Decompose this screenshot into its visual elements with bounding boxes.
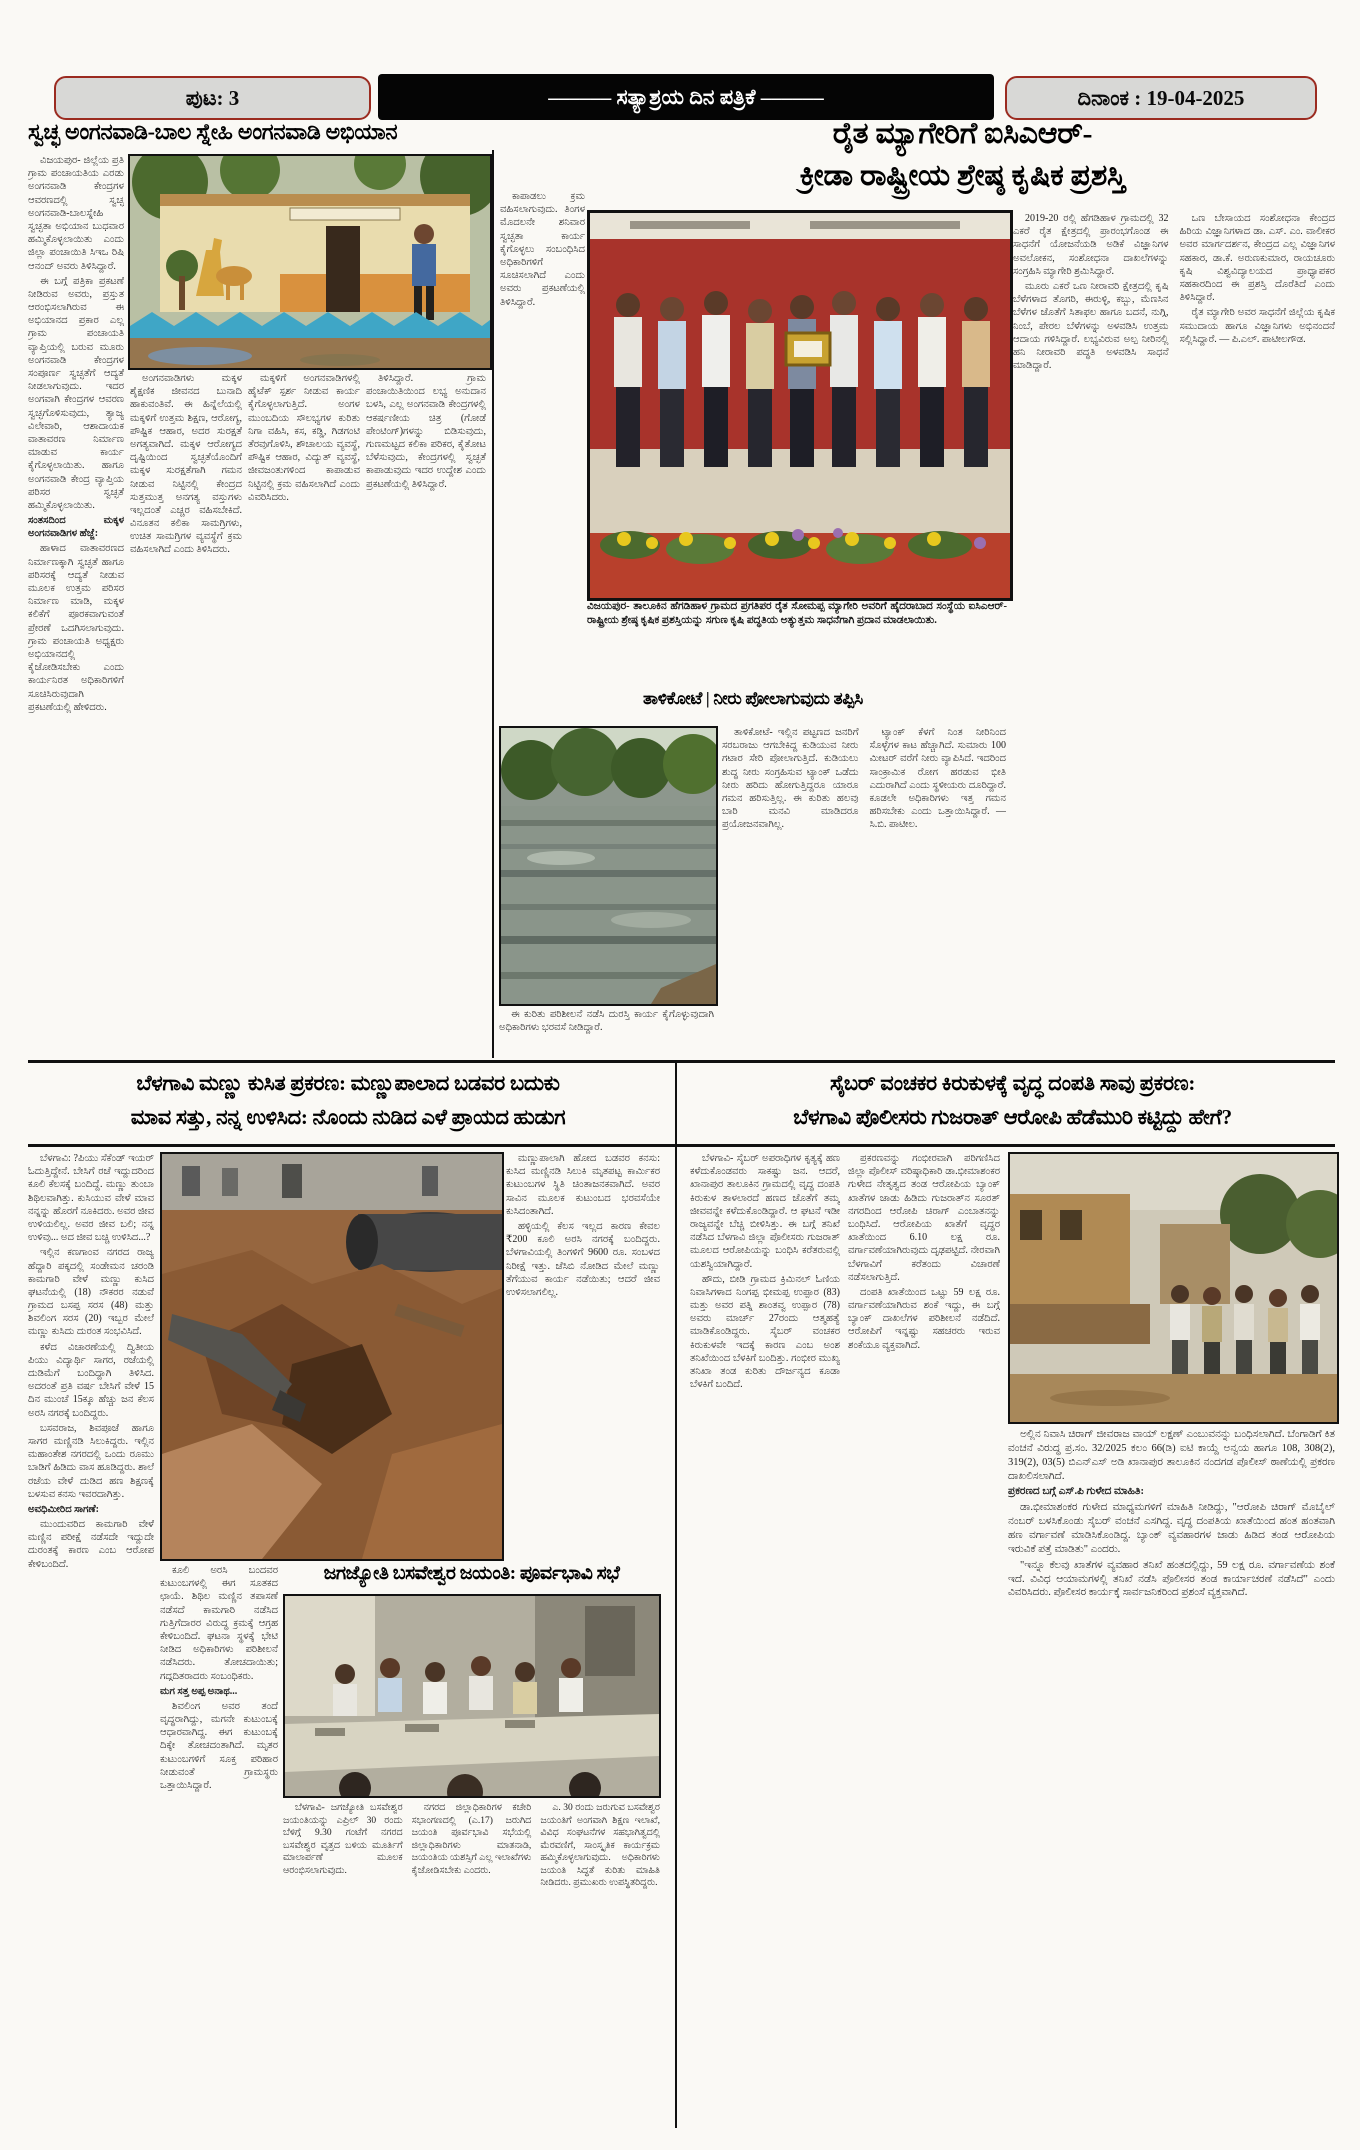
body-paragraph: ಬೆಳಗಾವಿ- ಸೈಬರ್ ಅಪರಾಧಿಗಳ ಕೃತ್ಯಕ್ಕೆ ಹಣ ಕಳೆದುಕೊಂಡವರು ಸಾಕಷ್ಟು ಜನ. ಆದರೆ, ಖಾನಾಪುರ ತಾಲೂಕಿನ ಗ್ರಾಮದಲ್ಲಿ ವೃದ್ಧ ದಂಪತಿ ಕಿರುಕುಳ ತಾಳಲಾರದೆ ಹಣದ ಜೊತೆಗೆ ತಮ್ಮ ಜೀವವನ್ನೇ ಕಳೆದುಕೊಂಡಿದ್ದಾರೆ. ಆ ಘಟನೆ ಇಡೀ ರಾಜ್ಯವನ್ನೇ ಬೆಚ್ಚಿ ಬೀಳಿಸಿತ್ತು. ಈ ಬಗ್ಗೆ ತನಿಖೆ ನಡೆಸಿದ ಬೆಳಗಾವಿ ಜಿಲ್ಲಾ ಪೊಲೀಸರು ಗುಜರಾತ್ ಮೂಲದ ಆರೋಪಿಯನ್ನು ಬಂಧಿಸಿ ಕರೆತರುವಲ್ಲಿ ಯಶಸ್ವಿಯಾಗಿದ್ದಾರೆ. bbox=[690, 1153, 840, 1270]
body-paragraph: ಅಂಗನವಾಡಿಗಳು ಮಕ್ಕಳ ಶೈಕ್ಷಣಿಕ ಜೀವನದ ಬುನಾದಿ ಹಾಕುವಂತಿವೆ. ಈ ಹಿನ್ನೆಲೆಯಲ್ಲಿ ಮಕ್ಕಳಿಗೆ ಉತ್ತಮ ಶಿಕ್ಷಣ, ಆರೋಗ್ಯ, ಪೌಷ್ಟಿಕ ಆಹಾರ, ಅದರ ಸುರಕ್ಷತೆ ಅಗತ್ಯವಾಗಿದೆ. ಮಕ್ಕಳ ಆರೋಗ್ಯದ ದೃಷ್ಟಿಯಿಂದ ಸ್ವಚ್ಛತೆಯೊಂದಿಗೆ ಮಕ್ಕಳ ಸುರಕ್ಷತೆಗಾಗಿ ಗಮನ ನೀಡುವ ನಿಟ್ಟಿನಲ್ಲಿ ಕೇಂದ್ರದ ಸುತ್ತಮುತ್ತ ಅನಗತ್ಯ ವಸ್ತುಗಳು ಇಲ್ಲದಂತೆ ಎಚ್ಚರ ವಹಿಸಬೇಕಿದೆ. ವಿನೂತನ ಕಲಿಕಾ ಸಾಮಗ್ರಿಗಳು, ಉಚಿತ ಸಾಮಗ್ರಿಗಳ ವ್ಯವಸ್ಥೆಗೆ ಕ್ರಮ ವಹಿಸಲಾಗಿದೆ ಎಂದು ತಿಳಿಸಿದರು. bbox=[130, 373, 242, 556]
body-paragraph: ಬಸವರಾಜ, ಶಿವಪೂಜೆ ಹಾಗೂ ಸಾಗರ ಮಣ್ಣಿನಡಿ ಸಿಲುಕಿದ್ದರು. ಇಲ್ಲಿನ ಮಹಾಂತೇಶ ನಗರದಲ್ಲಿ ಒಂದು ರೂಮು ಬಾಡಿಗೆ ಹಿಡಿದು ವಾಸ ಹೂಡಿದ್ದರು. ಶಾಲೆ ರಜೆಯ ವೇಳೆ ದುಡಿದ ಹಣ ಶಿಕ್ಷಣಕ್ಕೆ ಬಳಸುವ ಕನಸು ಇವರದಾಗಿತ್ತು. bbox=[28, 1422, 154, 1500]
photo-caption-award: ವಿಜಯಪುರ- ತಾಲೂಕಿನ ಹೆಗಡಿಹಾಳ ಗ್ರಾಮದ ಪ್ರಗತಿಪರ ರೈತ ಸೋಮಪ್ಪ ಮ್ಯಾಗೇರಿ ಅವರಿಗೆ ಹೈದರಾಬಾದ ಸಂಸ್ಥೆಯ ಐಸಿಎಆರ್- ರಾಷ್ಟ್ರೀಯ ಶ್ರೇಷ್ಠ ಕೃಷಿಕ ಪ್ರಶಸ್ತಿಯನ್ನು ಸಗುಣ ಕೃಷಿ ಪದ್ಧತಿಯ ಅತ್ಯುತ್ತಮ ಸಾಧನೆಗಾಗಿ ಪ್ರದಾನ ಮಾಡಲಾಯಿತು. bbox=[587, 601, 1007, 626]
anganwadi-column-4 bbox=[366, 372, 486, 1058]
body-paragraph: ಡಾ.ಭೀಮಾಶಂಕರ ಗುಳೇದ ಮಾಧ್ಯಮಗಳಿಗೆ ಮಾಹಿತಿ ನೀಡಿದ್ದು, "ಆರೋಪಿ ಚಿರಾಗ್ ಮೊಬೈಲ್ ನಂಬರ್ ಬಳಸಿಕೊಂಡು ಸೈಬರ್ ವಂಚನೆ ಎಸಗಿದ್ದ. ವೃದ್ಧ ದಂಪತಿಯ ಖಾತೆಯಿಂದ ಹಂತ ಹಂತವಾಗಿ ಹಣ ವರ್ಗಾವಣೆ ಮಾಡಿಸಿಕೊಂಡಿದ್ದ. ಬ್ಯಾಂಕ್ ವ್ಯವಹಾರಗಳ ಜಾಡು ಹಿಡಿದ ತಂಡ ಆರೋಪಿಯ ಇರುವಿಕೆ ಪತ್ತೆ ಮಾಡಿತು" ಎಂದರು. bbox=[1008, 1502, 1335, 1555]
headline-award-line2: ಕ್ರೀಡಾ ರಾಷ್ಟ್ರೀಯ ಶ್ರೇಷ್ಠ ಕೃಷಿಕ ಪ್ರಶಸ್ತಿ bbox=[799, 159, 1126, 192]
body-paragraph: ಕೂಲಿ ಅರಸಿ ಬಂದವರ ಕುಟುಂಬಗಳಲ್ಲಿ ಈಗ ಸೂತಕದ ಛಾಯೆ. ಶಿಥಿಲ ಮಣ್ಣಿನ ತಪಾಸಣೆ ನಡೆಸದೆ ಕಾಮಗಾರಿ ನಡೆಸಿದ ಗುತ್ತಿಗೆದಾರರ ವಿರುದ್ಧ ಕ್ರಮಕ್ಕೆ ಆಗ್ರಹ ಕೇಳಿಬಂದಿದೆ. ಘಟನಾ ಸ್ಥಳಕ್ಕೆ ಭೇಟಿ ನೀಡಿದ ಅಧಿಕಾರಿಗಳು ಪರಿಶೀಲನೆ ನಡೆಸಿದರು. ತೋಚದಾಯಿತು; ಗದ್ಗದಿತರಾದರು ಸಂಬಂಧಿಕರು. bbox=[160, 1565, 278, 1682]
body-paragraph: ಒಣ ಬೇಸಾಯದ ಸಂಶೋಧನಾ ಕೇಂದ್ರದ ಹಿರಿಯ ವಿಜ್ಞಾನಿಗಳಾದ ಡಾ. ಎಸ್. ಎಂ. ವಾಲೀಕರ ಅವರ ಮಾರ್ಗದರ್ಶನ, ಕೇಂದ್ರದ ಎಲ್ಲ ವಿಜ್ಞಾನಿಗಳ ಸಹಕಾರ, ಡಾ.ಕೆ. ಅರುಣಕುಮಾರ, ರಾಯಚೂರು ಕೃಷಿ ವಿಶ್ವವಿದ್ಯಾಲಯದ ಪ್ರಾಧ್ಯಾಪಕರ ಸಹಕಾರದಿಂದ ಈ ಪ್ರಶಸ್ತಿ ದೊರೆತಿದೆ ಎಂದು ತಿಳಿಸಿದ್ದಾರೆ. bbox=[1179, 213, 1335, 304]
body-paragraph: "ಇನ್ನೂ ಕೆಲವು ಖಾತೆಗಳ ವ್ಯವಹಾರ ತನಿಖೆ ಹಂತದಲ್ಲಿದ್ದು, 59 ಲಕ್ಷ ರೂ. ವರ್ಗಾವಣೆಯ ಶಂಕೆ ಇದೆ. ವಿವಿಧ ಆಯಾಮಗಳಲ್ಲಿ ತನಿಖೆ ನಡೆಸಿ ಪೊಲೀಸರ ತಂಡ ಕಾರ್ಯಾಚರಣೆ ನಡೆಸಿದೆ" ಎಂದು ವಿವರಿಸಿದರು. ಪೊಲೀಸರ ಕಾರ್ಯಕ್ಕೆ ಸಾರ್ವಜನಿಕರಿಂದ ಪ್ರಶಂಸೆ ವ್ಯಕ್ತವಾಗಿದೆ. bbox=[1008, 1559, 1335, 1599]
headline-basava: ಜಗಜ್ಯೋತಿ ಬಸವೇಶ್ವರ ಜಯಂತಿ: ಪೂರ್ವಭಾವಿ ಸಭೆ bbox=[323, 1563, 620, 1584]
anganwadi-photo-illustration bbox=[130, 156, 490, 368]
cyber-column-2 bbox=[848, 1152, 1000, 2128]
body-paragraph: ಅಲ್ಲಿನ ನಿವಾಸಿ ಚಿರಾಗ್ ಜೀವರಾಜ ವಾಯ್ ಲಕ್ಷಣ್ ಎಂಬುವನನ್ನು ಬಂಧಿಸಲಾಗಿದೆ. ಬೆಂಗಾಡಿಗೆ ಕಿತ ವಂಚನೆ ವಿರುದ್ಧ ಪ್ರ.ಸಂ. 32/2025 ಕಲಂ 66(ಡಿ) ಐಟಿ ಕಾಯ್ದೆ ಅನ್ವಯ ಹಾಗೂ 108, 308(2), 319(2), 03(5) ಬಿಎನ್‌ಎಸ್ ಅಡಿ ಖಾನಾಪುರ ತಾಲೂಕಿನ ನಂದಗಡ ಪೊಲೀಸ್ ಠಾಣೆಯಲ್ಲಿ ಪ್ರಕರಣ ದಾಖಲಿಸಲಾಗಿದೆ. bbox=[1008, 1429, 1335, 1482]
body-paragraph: ಎ. 30 ರಂದು ಜರುಗುವ ಬಸವೇಶ್ವರ ಜಯಂತಿಗೆ ಅಂಗವಾಗಿ ಶಿಕ್ಷಣ ಇಲಾಖೆ, ವಿವಿಧ ಸಂಘಟನೆಗಳ ಸಹಭಾಗಿತ್ವದಲ್ಲಿ ಮೆರವಣಿಗೆ, ಸಾಂಸ್ಕೃತಿಕ ಕಾರ್ಯಕ್ರಮ ಹಮ್ಮಿಕೊಳ್ಳಲಾಗುವುದು. ಅಧಿಕಾರಿಗಳು ಜಯಂತಿ ಸಿದ್ಧತೆ ಕುರಿತು ಮಾಹಿತಿ ನೀಡಿದರು. ಪ್ರಮುಖರು ಉಪಸ್ಥಿತರಿದ್ದರು. bbox=[540, 1803, 660, 1889]
body-paragraph: ಪ್ರಕರಣವನ್ನು ಗಂಭೀರವಾಗಿ ಪರಿಗಣಿಸಿದ ಜಿಲ್ಲಾ ಪೊಲೀಸ್ ವರಿಷ್ಠಾಧಿಕಾರಿ ಡಾ.ಭೀಮಾಶಂಕರ ಗುಳೇದ ನೇತೃತ್ವದ ತಂಡ ಆರೋಪಿಯ ಬ್ಯಾಂಕ್ ಖಾತೆಗಳ ಜಾಡು ಹಿಡಿದು ಗುಜರಾತ್‌ನ ಸೂರತ್ ನಗರದಿಂದ ಆರೋಪಿ ಚಿರಾಗ್ ಎಂಬಾತನನ್ನು ಬಂಧಿಸಿದೆ. ಆರೋಪಿಯ ಖಾತೆಗೆ ವೃದ್ಧರ ಖಾತೆಯಿಂದ 6.10 ಲಕ್ಷ ರೂ. ವರ್ಗಾವಣೆಯಾಗಿರುವುದು ದೃಢಪಟ್ಟಿದೆ. ನೇರವಾಗಿ ಬೆಳಗಾವಿಗೆ ಕರೆತಂದು ವಿಚಾರಣೆ ನಡೆಸಲಾಗುತ್ತಿದೆ. bbox=[848, 1153, 1000, 1283]
page-number-box bbox=[54, 76, 371, 120]
subhead-talikote: ತಾಳಿಕೋಟೆ | ನೀರು ಪೋಲಾಗುವುದು ತಪ್ಪಿಸಿ bbox=[643, 689, 863, 708]
body-paragraph: ಹಾಳಾದ ವಾತಾವರಣದ ನಿರ್ಮಾಣಕ್ಕಾಗಿ ಸ್ವಚ್ಛತೆ ಹಾಗೂ ಪರಿಸರಕ್ಕೆ ಆದ್ಯತೆ ನೀಡುವ ಮೂಲಕ ಉತ್ತಮ ಪರಿಸರ ನಿರ್ಮಾಣ ಮಾಡಿ, ಮಕ್ಕಳ ಕಲಿಕೆಗೆ ಪೂರಕವಾಗುವಂತೆ ಪ್ರೇರಣೆ ಒದಗಿಸಲಾಗುವುದು. ಗ್ರಾಮ ಪಂಚಾಯತಿ ಅಧ್ಯಕ್ಷರು ಅಭಿಯಾನದಲ್ಲಿ ಕೈಜೋಡಿಸಬೇಕು ಎಂದು ಕಾರ್ಯನಿರತ ಅಧಿಕಾರಿಗಳಿಗೆ ಸೂಚಿಸಿರುವುದಾಗಿ ಪ್ರಕಟಣೆಯಲ್ಲಿ ಹೇಳಿದರು. bbox=[28, 543, 124, 713]
headline-award-line1: ರೈತ ಮ್ಯಾಗೇರಿಗೆ ಐಸಿಎಆರ್- bbox=[832, 117, 1093, 150]
body-paragraph: ಮೂರು ಎಕರೆ ಒಣ ನೀರಾವರಿ ಕ್ಷೇತ್ರದಲ್ಲಿ ಕೃಷಿ ಬೆಳೆಗಳಾದ ತೊಗರಿ, ಈರುಳ್ಳಿ, ಕಬ್ಬು, ಮೆಣಸಿನ ಬೆಳೆಗಳ ಜೊತೆಗೆ ಸಿತಾಫಲ ಹಾಗೂ ಬದನೆ, ನುಗ್ಗಿ, ನಿಂಬೆ, ಪೇರಲ ಬೆಳೆಗಳನ್ನು ಅಳವಡಿಸಿ ಉತ್ತಮ ಆದಾಯ ಗಳಿಸಿದ್ದಾರೆ. ಲಭ್ಯವಿರುವ ಅಲ್ಪ ನೀರಿನಲ್ಲಿ ಹನಿ ನೀರಾವರಿ ಪದ್ಧತಿ ಅಳವಡಿಸಿ ಸಾಧನೆ ಮಾಡಿದ್ದಾರೆ. bbox=[1013, 280, 1169, 372]
body-paragraph: ಈ ಬಗ್ಗೆ ಪತ್ರಿಕಾ ಪ್ರಕಟಣೆ ನೀಡಿರುವ ಅವರು, ಪ್ರಸ್ತುತ ಆರಂಭಿಸಲಾಗಿರುವ ಈ ಅಭಿಯಾನದ ಪ್ರಕಾರ ಎಲ್ಲ ಗ್ರಾಮ ಪಂಚಾಯತಿ ವ್ಯಾಪ್ತಿಯಲ್ಲಿ ಬರುವ ಮೂರು ಅಂಗನವಾಡಿ ಕೇಂದ್ರಗಳ ಸಂಪೂರ್ಣ ಸ್ವಚ್ಛತೆಗೆ ಆದ್ಯತೆ ನೀಡಲಾಗುವುದು. ಇದರ ಅಂಗವಾಗಿ ಕೇಂದ್ರಗಳ ಆವರಣ ಸ್ವಚ್ಛಗೊಳಿಸುವುದು, ತ್ಯಾಜ್ಯ ವಿಲೇವಾರಿ, ಆಶಾದಾಯಕ ವಾತಾವರಣ ನಿರ್ಮಾಣ ಮಾಡುವ ಕಾರ್ಯ ಕೈಗೊಳ್ಳಲಾಯಿತು. ಹಾಗೂ ಅಂಗನವಾಡಿ ಕೇಂದ್ರ ವ್ಯಾಪ್ತಿಯ ಪರಿಸರ ಸ್ವಚ್ಛತೆ ಹಮ್ಮಿಕೊಳ್ಳಲಾಯಿತು. bbox=[28, 275, 124, 511]
photo-street-scene bbox=[1008, 1152, 1339, 1424]
talikote-under-photo-text bbox=[499, 1008, 714, 1058]
headline-cyber-line2: ಬೆಳಗಾವಿ ಪೊಲೀಸರು ಗುಜರಾತ್ ಆರೋಪಿ ಹೆಡೆಮುರಿ ಕಟ್ಟಿದ್ದು ಹೇಗೆ? bbox=[793, 1105, 1232, 1129]
body-paragraph: ಹೌದು, ಬೀಡಿ ಗ್ರಾಮದ ಕ್ರಿಮಿನಲ್ ಓಣಿಯ ನಿವಾಸಿಗಳಾದ ನಿಂಗಪ್ಪ ಭೀಮಪ್ಪ ಉಪ್ಪಾರ (83) ಮತ್ತು ಅವರ ಪತ್ನಿ ಶಾಂತವ್ವ ಉಪ್ಪಾರ (78) ಅವರು ಮಾರ್ಚ್ 27ರಂದು ಆತ್ಮಹತ್ಯೆ ಮಾಡಿಕೊಂಡಿದ್ದರು. ಸೈಬರ್ ವಂಚಕರ ಕಿರುಕುಳವೇ ಇದಕ್ಕೆ ಕಾರಣ ಎಂಬ ಅಂಶ ತನಿಖೆಯಿಂದ ಬೆಳಕಿಗೆ ಬಂದಿತ್ತು. ಗಂಭೀರ ಮುಖ್ಯ ತನಿಖಾ ತಂಡ ಕುರಿತು ದೌರ್ಜನ್ಯದ ಕೂಡಾ ಬೆಳಕಿಗೆ ಬಂದಿದೆ. bbox=[690, 1273, 840, 1391]
photo-soil-collapse bbox=[160, 1152, 504, 1561]
section-divider-vertical bbox=[675, 1060, 677, 2128]
stage-people bbox=[614, 291, 990, 467]
column-divider-vertical bbox=[492, 150, 494, 1058]
body-paragraph: ಟ್ಯಾಂಕ್ ಕೆಳಗೆ ನಿಂತ ನೀರಿನಿಂದ ಸೊಳ್ಳೆಗಳ ಕಾಟ ಹೆಚ್ಚಾಗಿದೆ. ಸುಮಾರು 100 ಮೀಟರ್ ವರೆಗೆ ನೀರು ವ್ಯಾಪಿಸಿದೆ. ಇದರಿಂದ ಸಾಂಕ್ರಾಮಿಕ ರೋಗ ಹರಡುವ ಭೀತಿ ಎದುರಾಗಿದೆ ಎಂದು ಸ್ಥಳೀಯರು ದೂರಿದ್ದಾರೆ. ಕೂಡಲೇ ಅಧಿಕಾರಿಗಳು ಇತ್ತ ಗಮನ ಹರಿಸಬೇಕು ಎಂದು ಒತ್ತಾಯಿಸಿದ್ದಾರೆ. — ಸಿ.ಬಿ. ಪಾಟೀಲ. bbox=[869, 727, 1006, 831]
bold-lead-in: ಮಗ ಸತ್ತ ಅಪ್ಪ ಅನಾಥ... bbox=[160, 1685, 238, 1697]
street-photo-illustration bbox=[1010, 1154, 1337, 1422]
masthead bbox=[378, 74, 994, 120]
award-body-columns bbox=[1013, 212, 1335, 1058]
soil-column-2 bbox=[160, 1564, 278, 2128]
bold-lead-in: ಸಂತಸದಿಂದ ಮಕ್ಕಳ ಅಂಗನವಾಡಿಗಳ ಹೆಜ್ಜೆ: bbox=[28, 515, 124, 540]
section-rule-bottom bbox=[28, 1144, 1335, 1147]
bold-lead-in: ಅವಧಿಮೀರಿದ ಸಾಗಣೆ: bbox=[28, 1503, 100, 1515]
meeting-photo-illustration bbox=[285, 1596, 659, 1796]
masthead-title: –––––– ಸತ್ಯಾಶ್ರಯ ದಿನ ಪತ್ರಿಕೆ –––––– bbox=[548, 84, 824, 109]
body-paragraph: ನಗರದ ಜಿಲ್ಲಾಧಿಕಾರಿಗಳ ಕಚೇರಿ ಸಭಾಂಗಣದಲ್ಲಿ (ಎ.17) ಜರುಗಿದ ಜಯಂತಿ ಪೂರ್ವಭಾವಿ ಸಭೆಯಲ್ಲಿ ಜಿಲ್ಲಾಧಿಕಾರಿಗಳು ಮಾತನಾಡಿ, ಜಯಂತಿಯ ಯಶಸ್ಸಿಗೆ ಎಲ್ಲ ಇಲಾಖೆಗಳು ಕೈಜೋಡಿಸಬೇಕು ಎಂದರು. bbox=[411, 1803, 532, 1876]
body-paragraph: ಬೆಳಗಾವಿ- ಜಗಜ್ಯೋತಿ ಬಸವೇಶ್ವರ ಜಯಂತಿಯನ್ನು ಎಪ್ರಿಲ್ 30 ರಂದು ಬೆಳಿಗ್ಗೆ 9.30 ಗಂಟೆಗೆ ನಗರದ ಬಸವೇಶ್ವರ ವೃತ್ತದ ಬಳಿಯ ಮೂರ್ತಿಗೆ ಮಾಲಾರ್ಪಣೆ ಮೂಲಕ ಆರಂಭಿಸಲಾಗುವುದು. bbox=[283, 1803, 403, 1876]
body-paragraph: ದಂಪತಿ ಖಾತೆಯಿಂದ ಒಟ್ಟು 59 ಲಕ್ಷ ರೂ. ವರ್ಗಾವಣೆಯಾಗಿರುವ ಶಂಕೆ ಇದ್ದು, ಈ ಬಗ್ಗೆ ಬ್ಯಾಂಕ್ ದಾಖಲೆಗಳ ಪರಿಶೀಲನೆ ನಡೆದಿದೆ. ಆರೋಪಿಗೆ ಇನ್ನಷ್ಟು ಸಹಚರರು ಇರುವ ಶಂಕೆಯೂ ವ್ಯಕ್ತವಾಗಿದೆ. bbox=[848, 1286, 1000, 1351]
photo-award-ceremony bbox=[587, 210, 1013, 601]
body-paragraph: ತಾಳಿಕೋಟೆ- ಇಲ್ಲಿನ ಪಟ್ಟಣದ ಜನರಿಗೆ ಸರಬರಾಜು ಆಗಬೇಕಿದ್ದ ಕುಡಿಯುವ ನೀರು ಗಟಾರ ಸೇರಿ ಪೋಲಾಗುತ್ತಿದೆ. ಕುಡಿಯಲು ಶುದ್ಧ ನೀರು ಸಂಗ್ರಹಿಸುವ ಟ್ಯಾಂಕ್ ಒಡೆದು ನೀರು ಹರಿದು ಹೋಗುತ್ತಿದ್ದರೂ ಯಾರೂ ಗಮನ ಹರಿಸುತ್ತಿಲ್ಲ. ಈ ಕುರಿತು ಹಲವು ಬಾರಿ ಮನವಿ ಮಾಡಿದರೂ ಪ್ರಯೋಜನವಾಗಿಲ್ಲ. bbox=[722, 727, 859, 831]
award-photo-illustration bbox=[590, 213, 1010, 598]
water-photo-illustration bbox=[501, 728, 716, 1004]
body-paragraph: ಇಲ್ಲಿನ ಕಣಗಾಂವ ನಗರದ ರಾಜ್ಯ ಹೆದ್ದಾರಿ ಪಕ್ಕದಲ್ಲಿ ಸಂಡೇಮನ ಚರಂಡಿ ಕಾಮಗಾರಿ ವೇಳೆ ಮಣ್ಣು ಕುಸಿದ ಘಟನೆಯಲ್ಲಿ (18) ನೌಕರರ ನಡುವೆ ಗ್ರಾಮದ ಬಸಪ್ಪ ಸರಸ (48) ಮತ್ತು ಶಿವಲಿಂಗ ಸರಸ (20) ಇಬ್ಬರ ಮೇಲೆ ಮಣ್ಣು ಕುಸಿದು ದುರಂತ ಸಂಭವಿಸಿದೆ. bbox=[28, 1247, 154, 1338]
anganwadi-column-3 bbox=[248, 372, 360, 1058]
headline-soil-line2: ಮಾವ ಸತ್ತು, ನನ್ನ ಉಳಿಸಿದ: ನೊಂದು ನುಡಿದ ಎಳೆ ಪ್ರಾಯದ ಹುಡುಗ bbox=[130, 1105, 566, 1129]
section-rule-top bbox=[28, 1060, 1335, 1063]
soil-column-1 bbox=[28, 1152, 154, 2128]
body-paragraph: ಮಕ್ಕಳಿಗೆ ಅಂಗನವಾಡಿಗಳಲ್ಲಿ ಹೈಟೆಕ್ ಸ್ಪರ್ಶ ನೀಡುವ ಕಾರ್ಯ ಕೈಗೊಳ್ಳಲಾಗುತ್ತಿದೆ. ಅಂಗಳ ಮುಂಬದಿಯ ಸೌಲಭ್ಯಗಳ ಕುರಿತು ನಿಗಾ ವಹಿಸಿ, ಕಸ, ಕಡ್ಡಿ, ಗಿಡಗಂಟಿ ತೆರವುಗೊಳಿಸಿ, ಶೌಚಾಲಯ ವ್ಯವಸ್ಥೆ, ಪೌಷ್ಟಿಕ ಆಹಾರ, ವಿದ್ಯುತ್ ವ್ಯವಸ್ಥೆ, ಜೀವಜಂತುಗಳಿಂದ ಕಾಪಾಡುವ ನಿಟ್ಟಿನಲ್ಲಿ ಕ್ರಮ ವಹಿಸಲಾಗಿದೆ ಎಂದು ವಿವರಿಸಿದರು. bbox=[248, 373, 360, 503]
cyber-wide-column bbox=[1008, 1428, 1335, 2128]
soil-photo-illustration bbox=[162, 1154, 502, 1559]
headline-anganwadi: ಸ್ವಚ್ಛ ಅಂಗನವಾಡಿ-ಬಾಲ ಸ್ನೇಹಿ ಅಂಗನವಾಡಿ ಅಭಿಯಾನ bbox=[28, 119, 398, 144]
body-paragraph: ಹಳ್ಳಿಯಲ್ಲಿ ಕೆಲಸ ಇಲ್ಲದ ಕಾರಣ ಕೇವಲ ₹200 ಕೂಲಿ ಅರಸಿ ನಗರಕ್ಕೆ ಬಂದಿದ್ದರು. ಬೆಳಗಾವಿಯಲ್ಲಿ ತಿಂಗಳಿಗೆ 9600 ರೂ. ಸಂಬಳದ ನಿರೀಕ್ಷೆ ಇತ್ತು. ಜೆಸಿಬಿ ನೋಡಿದ ಮೇಲೆ ಮಣ್ಣು ತೆಗೆಯುವ ಕಾರ್ಯ ನಡೆಯಿತು; ಆದರೆ ಜೀವ ಉಳಿಸಲಾಗಲಿಲ್ಲ. bbox=[506, 1220, 660, 1298]
date-box bbox=[1005, 76, 1317, 120]
anganwadi-column-1 bbox=[28, 154, 124, 1058]
body-paragraph: ಬೆಳಗಾವಿ: ?ಪಿಯು ಸೆಕೆಂಡ್ ಇಯರ್ ಓದುತ್ತಿದ್ದೇನೆ. ಬೇಸಿಗೆ ರಜೆ ಇದ್ದುದರಿಂದ ಕೂಲಿ ಕೆಲಸಕ್ಕೆ ಬಂದಿದ್ದೆ. ಮಣ್ಣು ತುಂಬಾ ಶಿಥಿಲವಾಗಿತ್ತು. ಕುಸಿಯುವ ವೇಳೆ ಮಾವ ನನ್ನನ್ನು ಹೊರಗೆ ನೂಕಿದರು. ಅವರ ಜೀವ ಉಳಿಯಲಿಲ್ಲ. ಅವರ ಜೀವ ಬಲಿ; ನನ್ನ ಉಳಿವು... ಅದ ಜೀವ ಬಚ್ಚಿ ಉಳಿಸಿದ...? bbox=[28, 1153, 154, 1244]
headline-cyber-line1: ಸೈಬರ್ ವಂಚಕರ ಕಿರುಕುಳಕ್ಕೆ ವೃದ್ಧ ದಂಪತಿ ಸಾವು ಪ್ರಕರಣ: bbox=[829, 1071, 1196, 1095]
basava-body-columns bbox=[283, 1802, 660, 2128]
body-paragraph: ರೈತ ಮ್ಯಾಗೇರಿ ಅವರ ಸಾಧನೆಗೆ ಜಿಲ್ಲೆಯ ಕೃಷಿಕ ಸಮುದಾಯ ಹಾಗೂ ವಿಜ್ಞಾನಿಗಳು ಅಭಿನಂದನೆ ಸಲ್ಲಿಸಿದ್ದಾರೆ. — ಪಿ.ಎಲ್. ಪಾಟೀಲಗೌಡ. bbox=[1179, 307, 1335, 345]
photo-meeting bbox=[283, 1594, 661, 1798]
body-paragraph: ಮಣ್ಣುಪಾಲಾಗಿ ಹೋದ ಬಡವರ ಕನಸು: ಕುಸಿದ ಮಣ್ಣಿನಡಿ ಸಿಲುಕಿ ಮೃತಪಟ್ಟ ಕಾರ್ಮಿಕರ ಕುಟುಂಬಗಳ ಸ್ಥಿತಿ ಚಿಂತಾಜನಕವಾಗಿದೆ. ಅವರ ಸಾವಿನ ಮೂಲಕ ಕುಟುಂಬದ ಭರವಸೆಯೇ ಕುಸಿದಂತಾಗಿದೆ. bbox=[506, 1153, 660, 1217]
body-paragraph: ತಿಳಿಸಿದ್ದಾರೆ. ಗ್ರಾಮ ಪಂಚಾಯಿತಿಯಿಂದ ಲಭ್ಯ ಅನುದಾನ ಬಳಸಿ, ಎಲ್ಲ ಅಂಗನವಾಡಿ ಕೇಂದ್ರಗಳಲ್ಲಿ ಆಕರ್ಷಣೀಯ ಚಿತ್ರ (ಗೋಡೆ ಪೇಂಟಿಂಗ್)ಗಳನ್ನು ಬಿಡಿಸುವುದು, ಗುಣಮಟ್ಟದ ಕಲಿಕಾ ಪರಿಕರ, ಕೈತೋಟ ಬೆಳೆಸುವುದು, ಕೇಂದ್ರಗಳಲ್ಲಿ ಸ್ವಚ್ಛತೆ ಕಾಪಾಡುವುದು ಇದರ ಉದ್ದೇಶ ಎಂದು ಪ್ರಕಟಣೆಯಲ್ಲಿ ತಿಳಿಸಿದ್ದಾರೆ. bbox=[366, 373, 486, 490]
body-paragraph: 2019-20 ರಲ್ಲಿ ಹೆಗಡಿಹಾಳ ಗ್ರಾಮದಲ್ಲಿ 32 ಎಕರೆ ರೈತ ಕ್ಷೇತ್ರದಲ್ಲಿ ಪ್ರಾರಂಭಗೊಂಡ ಈ ಸಾಧನೆಗೆ ಯೋಜನೆಯಡಿ ಅಡಿಕೆ ವಿಜ್ಞಾನಿಗಳ ಅವಲೋಕನ, ಸಂಶೋಧನಾ ದಾಖಲೆಗಳನ್ನು ಸಂಗ್ರಹಿಸಿ ಮ್ಯಾಗೇರಿ ಶ್ರಮಿಸಿದ್ದಾರೆ. bbox=[1013, 213, 1169, 277]
photo-stagnant-water bbox=[499, 726, 718, 1006]
anganwadi-column-2 bbox=[130, 372, 242, 1058]
date-label: ದಿನಾಂಕ : 19-04-2025 bbox=[1077, 85, 1245, 110]
body-paragraph: ಮುಂದುವರಿದ ಕಾಮಗಾರಿ ವೇಳೆ ಮಣ್ಣಿನ ಪರೀಕ್ಷೆ ನಡೆಸದೇ ಇದ್ದುದೇ ದುರಂತಕ್ಕೆ ಕಾರಣ ಎಂಬ ಆರೋಪ ಕೇಳಿಬಂದಿದೆ. bbox=[28, 1519, 154, 1570]
body-paragraph: ಕಳೆದ ವಿಚಾರಣೆಯಲ್ಲಿ ದ್ವಿತೀಯ ಪಿಯು ವಿದ್ಯಾರ್ಥಿ ಸಾಗರ, ರಜೆಯಲ್ಲಿ ದುಡಿಮೆಗೆ ಬಂದಿದ್ದಾಗಿ ತಿಳಿಸಿದ. ಅದರಂತೆ ಪ್ರತಿ ವರ್ಷ ಬೇಸಿಗೆ ವೇಳೆ 15 ದಿನ ಮುಂಚೆ 15ಕ್ಕೂ ಹೆಚ್ಚು ಜನ ಕೆಲಸ ಅರಸಿ ನಗರಕ್ಕೆ ಬಂದಿದ್ದರು. bbox=[28, 1341, 154, 1419]
body-paragraph: ವಿಜಯಪುರ- ಜಿಲ್ಲೆಯ ಪ್ರತಿ ಗ್ರಾಮ ಪಂಚಾಯತಿಯ ಎರಡು ಅಂಗನವಾಡಿ ಕೇಂದ್ರಗಳ ಆವರಣದಲ್ಲಿ ಸ್ವಚ್ಛ ಅಂಗನವಾಡಿ-ಬಾಲಸ್ನೇಹಿ ಸ್ವಚ್ಛತಾ ಅಭಿಯಾನ ಬುಧವಾರ ಹಮ್ಮಿಕೊಳ್ಳಲಾಯಿತು ಎಂದು ಜಿಲ್ಲಾ ಪಂಚಾಯಿತಿ ಸಿಇಒ ರಿಷಿ ಆನಂದ್ ಅವರು ತಿಳಿಸಿದ್ದಾರೆ. bbox=[28, 155, 124, 272]
body-paragraph: ಶಿವಲಿಂಗ ಅವರ ತಂದೆ ವೃದ್ಧರಾಗಿದ್ದು, ಮಗನೇ ಕುಟುಂಬಕ್ಕೆ ಆಧಾರವಾಗಿದ್ದ. ಈಗ ಕುಟುಂಬಕ್ಕೆ ದಿಕ್ಕೇ ತೋಚದಂತಾಗಿದೆ. ಮೃತರ ಕುಟುಂಬಗಳಿಗೆ ಸೂಕ್ತ ಪರಿಹಾರ ನೀಡುವಂತೆ ಗ್ರಾಮಸ್ಥರು ಒತ್ತಾಯಿಸಿದ್ದಾರೆ. bbox=[160, 1700, 278, 1791]
soil-column-right bbox=[506, 1152, 660, 1557]
photo-anganwadi bbox=[128, 154, 492, 370]
talikote-body-columns bbox=[722, 726, 1006, 1058]
cyber-column-1 bbox=[690, 1152, 840, 2128]
body-paragraph: ಈ ಕುರಿತು ಪರಿಶೀಲನೆ ನಡೆಸಿ ದುರಸ್ತಿ ಕಾರ್ಯ ಕೈಗೊಳ್ಳುವುದಾಗಿ ಅಧಿಕಾರಿಗಳು ಭರವಸೆ ನೀಡಿದ್ದಾರೆ. bbox=[499, 1009, 714, 1034]
headline-soil-line1: ಬೆಳಗಾವಿ ಮಣ್ಣು ಕುಸಿತ ಪ್ರಕರಣ: ಮಣ್ಣುಪಾಲಾದ ಬಡವರ ಬದುಕು bbox=[136, 1071, 560, 1095]
page-number-label: ಪುಟ: 3 bbox=[185, 85, 240, 110]
bold-lead-in: ಪ್ರಕರಣದ ಬಗ್ಗೆ ಎಸ್.ಪಿ ಗುಳೇದ ಮಾಹಿತಿ: bbox=[1008, 1486, 1144, 1498]
anganwadi-column-5 bbox=[500, 190, 585, 684]
body-paragraph: ಕಾಪಾಡಲು ಕ್ರಮ ವಹಿಸಲಾಗುವುದು. ತಿಂಗಳ ಮೊದಲನೇ ಶನಿವಾರ ಸ್ವಚ್ಛತಾ ಕಾರ್ಯ ಕೈಗೊಳ್ಳಲು ಸಂಬಂಧಿಸಿದ ಅಧಿಕಾರಿಗಳಿಗೆ ಸೂಚಿಸಲಾಗಿದೆ ಎಂದು ಅವರು ಪ್ರಕಟಣೆಯಲ್ಲಿ ತಿಳಿಸಿದ್ದಾರೆ. bbox=[500, 191, 585, 308]
